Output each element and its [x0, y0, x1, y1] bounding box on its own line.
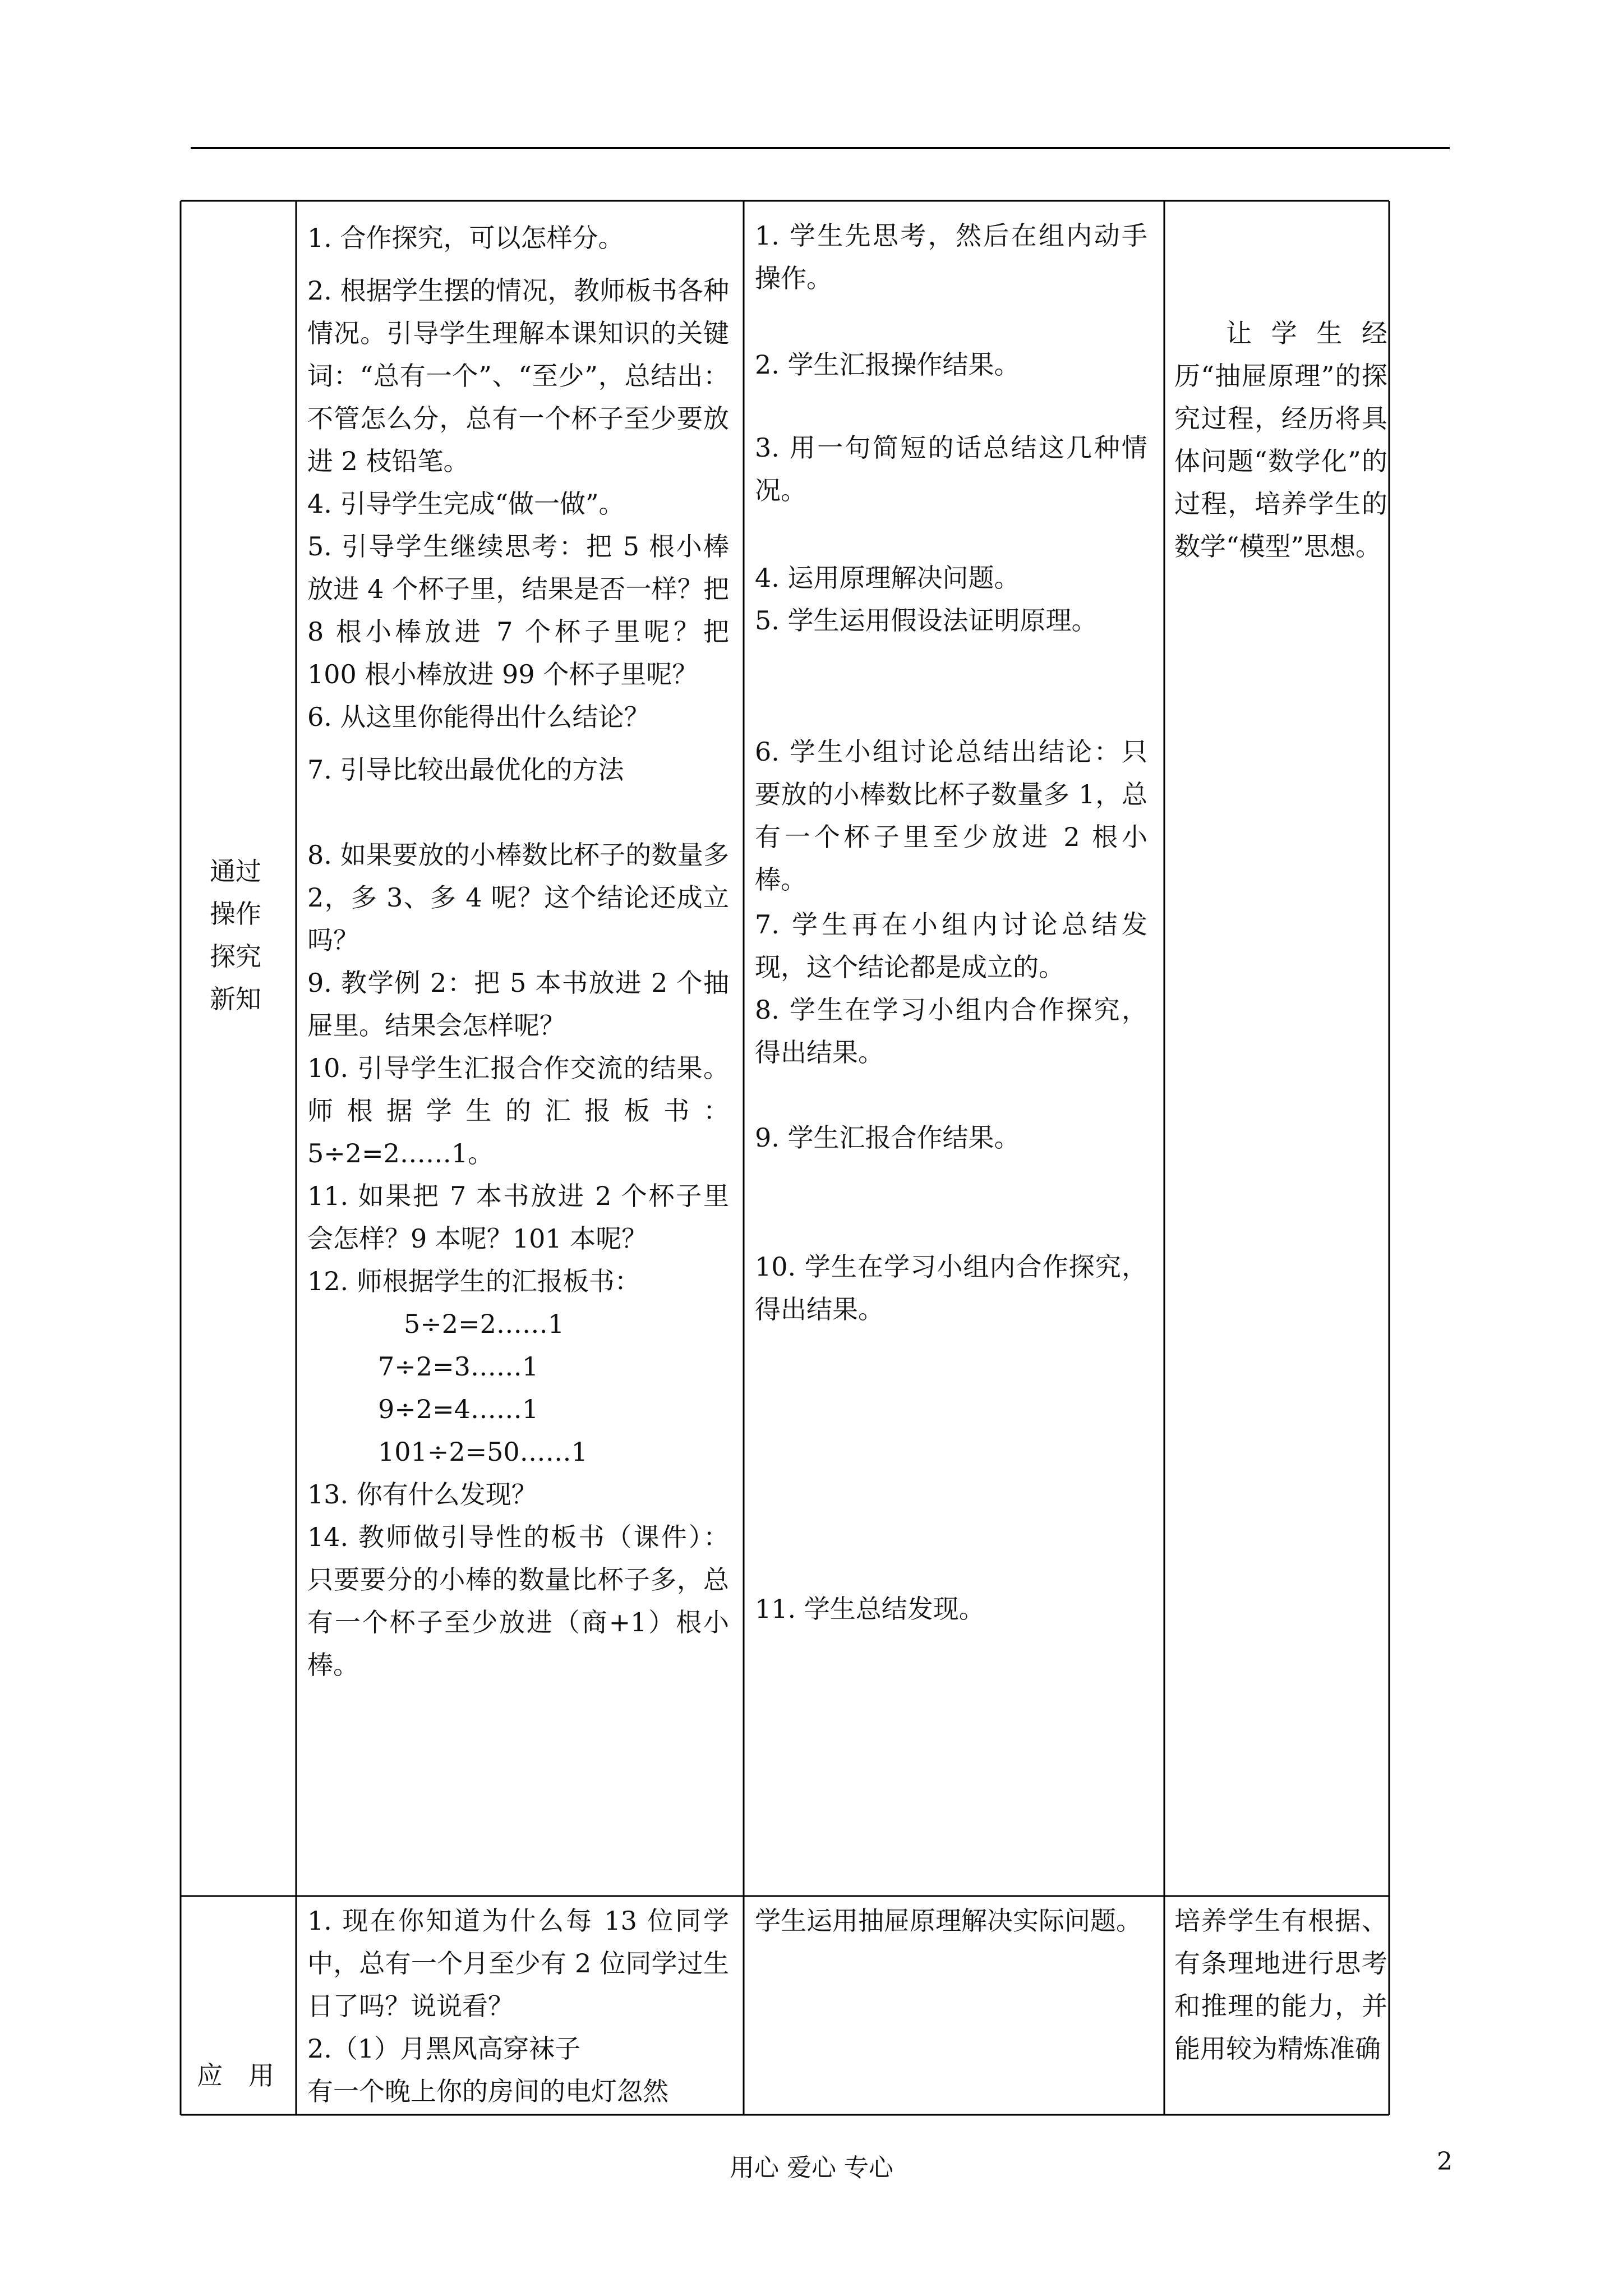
equation: 9÷2=4……1 — [378, 1394, 539, 1424]
teacher-step: 2.（1）月黑风高穿袜子 — [307, 2033, 581, 2064]
design-intent-apply: 培养学生有根据、有条理地进行思考和推理的能力，并能用较为精炼准确 — [1174, 1906, 1387, 2064]
teacher-step: 7. 引导比较出最优化的方法 — [307, 754, 624, 785]
student-activity-apply: 学生运用抽屉原理解决实际问题。 — [755, 1906, 1142, 1936]
teacher-step: 5. 引导学生继续思考：把 5 根小棒放进 4 个杯子里，结果是否一样？把 8 根小棒放进 7 个杯子里呢？把 100 根小棒放进 99 个杯子里呢？ — [307, 531, 729, 689]
teacher-step: 1. 现在你知道为什么每 13 位同学中，总有一个月至少有 2 位同学过生日了吗？说说看？ — [307, 1906, 729, 2021]
teacher-step: 有一个晚上你的房间的电灯忽然 — [307, 2076, 668, 2106]
stage-label-apply: 应 用 — [197, 2060, 274, 2091]
design-intent-explore: 让学生经历“抽屉原理”的探究过程，经历将具体问题“数学化”的过程，培养学生的数学“模型”思想。 — [1174, 318, 1387, 562]
equation: 7÷2=3……1 — [378, 1351, 539, 1382]
teacher-activity-apply — [307, 1899, 729, 2113]
student-step: 1. 学生先思考，然后在组内动手操作。 — [755, 220, 1147, 293]
teacher-activity-explore — [307, 217, 729, 1686]
stage-line: 通过 — [210, 856, 261, 886]
teacher-step: 2. 根据学生摆的情况，教师板书各种情况。引导学生理解本课知识的关键词：“总有一个”、“至少”，总结出：不管怎么分，总有一个杯子至少要放进 2 枝铅笔。 — [307, 275, 729, 476]
stage-line: 操作 — [210, 899, 261, 929]
student-step: 9. 学生汇报合作结果。 — [755, 1122, 1020, 1153]
student-step: 10. 学生在学习小组内合作探究，得出结果。 — [755, 1251, 1147, 1324]
student-step: 3. 用一句简短的话总结这几种情况。 — [755, 432, 1147, 505]
student-step: 2. 学生汇报操作结果。 — [755, 349, 1020, 380]
teacher-step: 9. 教学例 2：把 5 本书放进 2 个抽屉里。结果会怎样呢？ — [307, 968, 729, 1041]
student-step: 5. 学生运用假设法证明原理。 — [755, 605, 1098, 636]
student-step: 6. 学生小组讨论总结出结论：只要放的小棒数比杯子数量多 1，总有一个杯子里至少放进 2 根小棒。 — [755, 737, 1147, 895]
page-number: 2 — [1437, 2147, 1453, 2176]
stage-line: 探究 — [210, 941, 261, 972]
student-step: 7. 学生再在小组内讨论总结发现，这个结论都是成立的。 — [755, 909, 1147, 982]
teacher-step: 14. 教师做引导性的板书（课件）：只要要分的小棒的数量比杯子多，总有一个杯子至少放进（商+1）根小棒。 — [307, 1522, 729, 1680]
teacher-step: 8. 如果要放的小棒数比杯子的数量多 2，多 3、多 4 呢？这个结论还成立吗？ — [307, 840, 729, 955]
equation: 5÷2=2……1 — [404, 1309, 565, 1339]
equation: 101÷2=50……1 — [378, 1437, 588, 1467]
stage-label-explore — [191, 850, 280, 1020]
teacher-step: 1. 合作探究，可以怎样分。 — [307, 223, 624, 253]
student-step: 4. 运用原理解决问题。 — [755, 563, 1020, 593]
teacher-step: 10. 引导学生汇报合作交流的结果。师根据学生的汇报板书：5÷2=2……1。 — [307, 1053, 729, 1168]
student-step: 8. 学生在学习小组内合作探究，得出结果。 — [755, 995, 1147, 1068]
page-footer-motto: 用心 爱心 专心 — [730, 2154, 893, 2182]
teacher-step: 13. 你有什么发现？ — [307, 1479, 537, 1510]
teacher-step: 12. 师根据学生的汇报板书： — [307, 1266, 640, 1296]
teacher-step: 11. 如果把 7 本书放进 2 个杯子里会怎样？9 本呢？101 本呢？ — [307, 1181, 729, 1254]
teacher-step: 4. 引导学生完成“做一做”。 — [307, 489, 625, 519]
student-step: 11. 学生总结发现。 — [755, 1594, 985, 1624]
teacher-step: 6. 从这里你能得出什么结论？ — [307, 702, 650, 732]
stage-line: 新知 — [210, 984, 261, 1014]
